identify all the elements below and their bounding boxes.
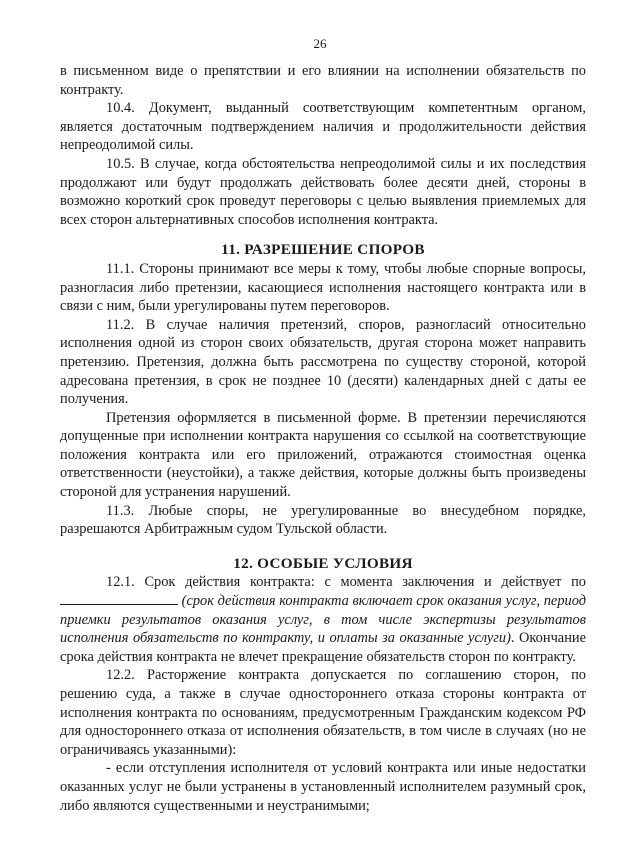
paragraph-10-5: 10.5. В случае, когда обстоятельства непреодолимой силы и их последствия продолжают или будут продолжать действовать более десяти дней, стороны в возможно короткий срок проведут переговоры с целью выявления приемлемых для всех сторон альтернативных способов исполнения контракта. xyxy=(60,155,586,228)
paragraph-claim-form: Претензия оформляется в письменной форме. В претензии перечисляются допущенные при исполнении контракта нарушения со ссылкой на соответствующие положения контракта или его приложений, отражаются стоимостная оценка ответственности (неустойки), а также действия, которые должны быть произведены стороной для устранения нарушений. xyxy=(60,409,586,501)
paragraph-10-4: 10.4. Документ, выданный соответствующим компетентным органом, является достаточным подтверждением наличия и продолжительности действия непреодолимой силы. xyxy=(60,100,586,154)
bullet-item-1: - если отступления исполнителя от условий контракта или иные недостатки оказанных услуг не были устранены в установленный исполнителем разумный срок, либо являются существенными и неустранимыми; xyxy=(60,760,586,814)
page-number: 26 xyxy=(313,36,327,51)
paragraph-11-3: 11.3. Любые споры, не урегулированные во внесудебном порядке, разрешаются Арбитражным судом Тульской области. xyxy=(60,502,586,538)
paragraph-11-2: 11.2. В случае наличия претензий, споров, разногласий относительно исполнения одной из сторон своих обязательств, другая сторона может направить претензию. Претензия, должна быть рассмотрена по существу стороной, которой адресована претензия, в срок не позднее 10 (десяти) календарных дней с даты ее получения. xyxy=(60,316,586,408)
section-12-heading: 12. ОСОБЫЕ УСЛОВИЯ xyxy=(233,554,413,572)
paragraph-12-2: 12.2. Расторжение контракта допускается по соглашению сторон, по решению суда, а также в случае одностороннего отказа стороны контракта от исполнения контракта по основаниям, предусмотренным Гражданским кодексом РФ для одностороннего отказа от исполнения обязательств, в том числе в случаях (но не ограничиваясь указанными): xyxy=(60,667,586,758)
paragraph-intro-continuation: в письменном виде о препятствии и его влиянии на исполнении обязательств по контракту. xyxy=(60,63,586,98)
paragraph-12-1-start: 12.1. Срок действия контракта: с момента заключения и действует по xyxy=(106,574,586,591)
paragraph-12-1 xyxy=(60,573,586,666)
paragraph-11-1: 11.1. Стороны принимают все меры к тому, чтобы любые спорные вопросы, разногласия либо претензии, касающиеся исполнения настоящего контракта или в связи с ним, были урегулированы путем переговоров. xyxy=(60,260,586,315)
document-body xyxy=(60,62,586,815)
section-11-heading: 11. РАЗРЕШЕНИЕ СПОРОВ xyxy=(221,241,425,259)
date-blank-line xyxy=(60,592,178,605)
paragraph-12-1-italic-note: (срок действия контракта включает срок оказания услуг, период приемки результатов оказания услуг, в том числе экспертизы результатов исполнения обязательств по контракту, и оплаты за оказанные услуги) xyxy=(60,593,586,647)
paragraph-12-1-end: . Окончание срока действия контракта не влечет прекращение обязательств сторон по контракту. xyxy=(60,630,586,665)
